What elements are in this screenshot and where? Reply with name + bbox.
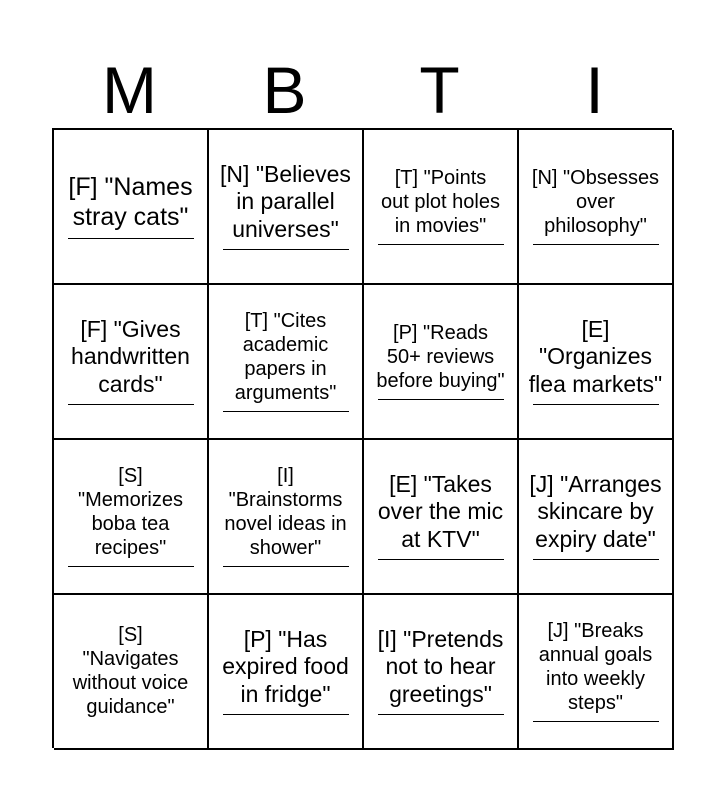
bingo-cell[interactable] bbox=[54, 285, 209, 440]
bingo-cell[interactable] bbox=[519, 130, 674, 285]
bingo-cell[interactable] bbox=[54, 595, 209, 750]
bingo-cell[interactable] bbox=[54, 130, 209, 285]
cell-clue: [F] "Gives handwritten cards" bbox=[71, 315, 190, 397]
signature-line[interactable] bbox=[378, 714, 504, 715]
signature-line[interactable] bbox=[533, 721, 659, 722]
cell-clue: [T] "Cites academic papers in arguments" bbox=[234, 310, 337, 404]
cell-clue: [I] "Pretends not to hear greetings" bbox=[377, 625, 504, 707]
header-letter-b: B bbox=[262, 53, 307, 127]
bingo-cell[interactable] bbox=[209, 285, 364, 440]
header-letter-i: I bbox=[585, 53, 604, 127]
cell-clue: [S] "Navigates without voice guidance" bbox=[72, 623, 189, 718]
bingo-cell[interactable] bbox=[54, 440, 209, 595]
bingo-cell[interactable] bbox=[519, 595, 674, 750]
signature-line[interactable] bbox=[533, 404, 659, 405]
cell-clue: [N] "Obsesses over philosophy" bbox=[531, 167, 660, 237]
cell-clue: [J] "Breaks annual goals into weekly steps" bbox=[538, 620, 653, 714]
bingo-cell[interactable] bbox=[364, 285, 519, 440]
cell-clue: [E] "Takes over the mic at KTV" bbox=[377, 470, 504, 552]
bingo-header bbox=[52, 53, 672, 127]
cell-clue: [S] "Memorizes boba tea recipes" bbox=[78, 465, 183, 559]
signature-line[interactable] bbox=[378, 559, 504, 560]
signature-line[interactable] bbox=[68, 238, 194, 239]
cell-clue: [J] "Arranges skincare by expiry date" bbox=[529, 470, 662, 552]
bingo-cell[interactable] bbox=[364, 595, 519, 750]
header-letter-m: M bbox=[102, 53, 157, 127]
signature-line[interactable] bbox=[68, 404, 194, 405]
signature-line[interactable] bbox=[533, 559, 659, 560]
signature-line[interactable] bbox=[223, 411, 349, 412]
cell-clue: [P] "Has expired food in fridge" bbox=[222, 625, 349, 707]
bingo-cell[interactable] bbox=[209, 130, 364, 285]
signature-line[interactable] bbox=[223, 566, 349, 567]
signature-line[interactable] bbox=[378, 244, 504, 245]
cell-clue: [T] "Points out plot holes in movies" bbox=[381, 167, 500, 237]
bingo-cell[interactable] bbox=[519, 440, 674, 595]
cell-clue: [P] "Reads 50+ reviews before buying" bbox=[376, 322, 505, 392]
signature-line[interactable] bbox=[378, 399, 504, 400]
bingo-cell[interactable] bbox=[364, 440, 519, 595]
cell-clue: [F] "Names stray cats" bbox=[68, 173, 193, 231]
cell-clue: [N] "Believes in parallel universes" bbox=[220, 160, 351, 242]
bingo-cell[interactable] bbox=[519, 285, 674, 440]
signature-line[interactable] bbox=[223, 714, 349, 715]
signature-line[interactable] bbox=[68, 566, 194, 567]
header-letter-t: T bbox=[419, 53, 460, 127]
bingo-cell[interactable] bbox=[209, 595, 364, 750]
cell-clue: [I] "Brainstorms novel ideas in shower" bbox=[224, 465, 347, 559]
bingo-cell[interactable] bbox=[209, 440, 364, 595]
bingo-cell[interactable] bbox=[364, 130, 519, 285]
bingo-grid bbox=[52, 128, 672, 748]
signature-line[interactable] bbox=[223, 249, 349, 250]
cell-clue: [E] "Organizes flea markets" bbox=[528, 315, 663, 397]
signature-line[interactable] bbox=[533, 244, 659, 245]
